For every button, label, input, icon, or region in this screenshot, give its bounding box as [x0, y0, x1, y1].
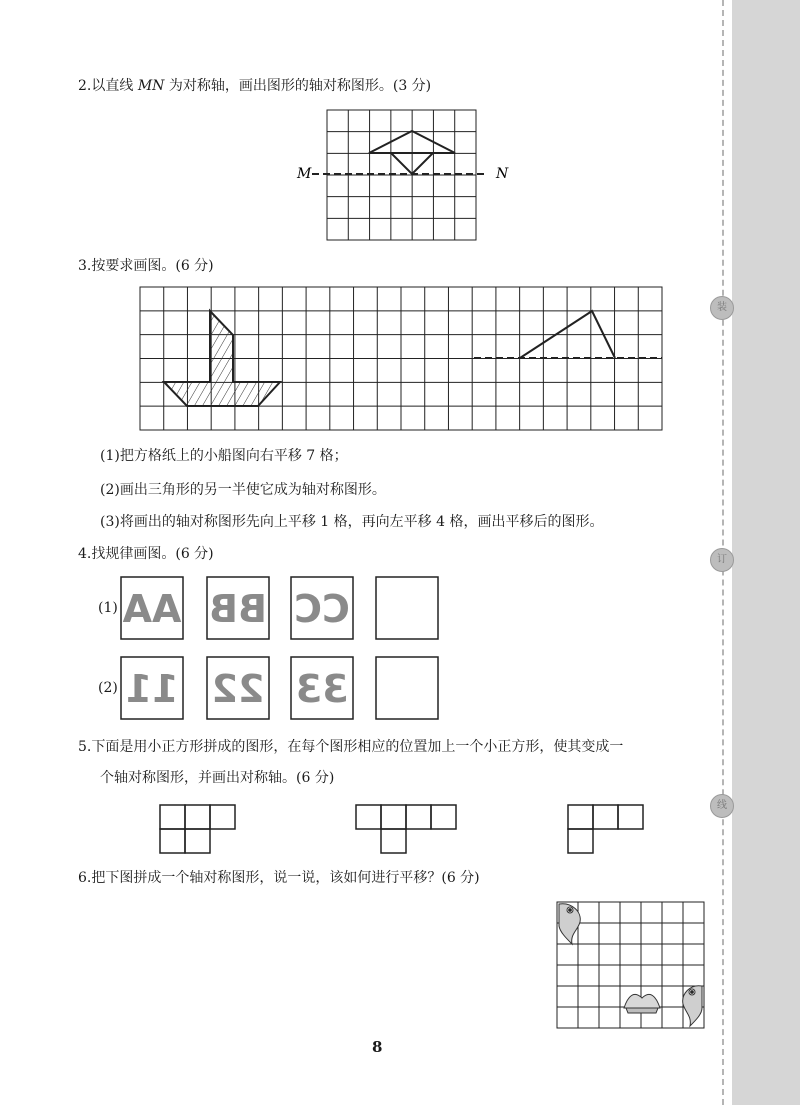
binding-hole-3: 线	[710, 794, 734, 818]
q4-row2-label: (2)	[98, 680, 118, 696]
q4-glyph-22: 22	[211, 667, 265, 711]
q2-label-n: N	[496, 166, 509, 182]
q3-task-2: (2)画出三角形的另一半使它成为轴对称图形。	[100, 482, 386, 498]
q6-fish-piece-right	[683, 986, 702, 1026]
q6-fish-piece-left	[559, 904, 580, 944]
q2-title: 2.以直线 MN 为对称轴，画出图形的轴对称图形。(3 分)	[78, 78, 432, 94]
q4-glyph-bb: BB	[209, 587, 267, 631]
q3-title: 3.按要求画图。(6 分)	[78, 258, 214, 274]
q4-title: 4.找规律画图。(6 分)	[78, 546, 214, 562]
q4-glyph-cc: CC	[294, 587, 350, 631]
q4-glyph-11: 11	[125, 667, 179, 711]
q2-label-m: M	[297, 166, 312, 182]
binding-hole-2: 订	[710, 548, 734, 572]
q5-title-line2: 个轴对称图形，并画出对称轴。(6 分)	[100, 770, 335, 786]
q3-task-1: (1)把方格纸上的小船图向右平移 7 格；	[100, 448, 348, 464]
q4-glyph-33: 33	[295, 667, 349, 711]
binding-hole-1: 装	[710, 296, 734, 320]
q6-title: 6.把下图拼成一个轴对称图形，说一说，该如何进行平移？(6 分)	[78, 870, 480, 886]
q6-fish-piece-middle	[624, 994, 660, 1013]
q5-title-line1: 5.下面是用小正方形拼成的图形，在每个图形相应的位置加上一个小正方形，使其变成一	[78, 739, 624, 755]
q4-glyph-aa: AA	[122, 587, 182, 631]
page-number: 8	[372, 1038, 383, 1056]
q4-row1-label: (1)	[98, 600, 118, 616]
q5-figures	[160, 805, 643, 853]
q3-task-3: (3)将画出的轴对称图形先向上平移 1 格，再向左平移 4 格，画出平移后的图形。	[100, 514, 604, 530]
